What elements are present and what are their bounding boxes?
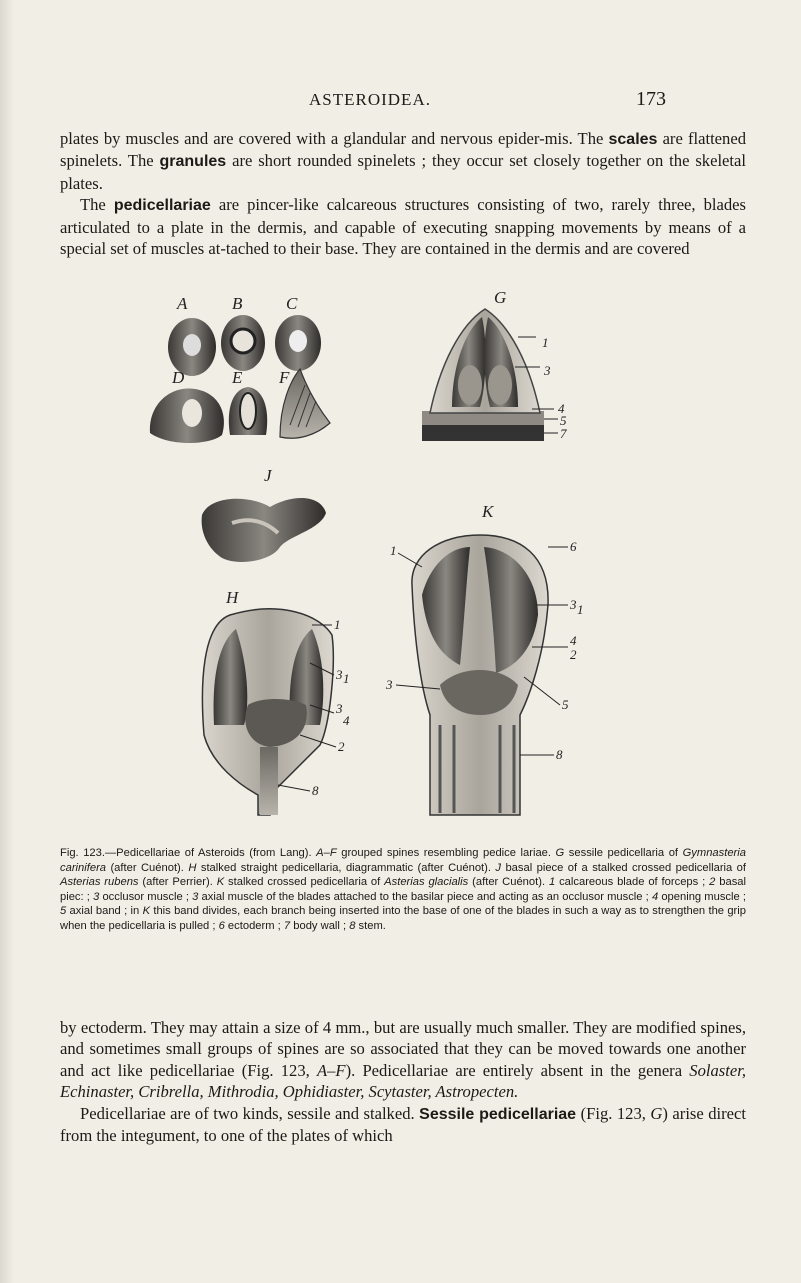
running-head-title: ASTEROIDEA. (309, 90, 431, 109)
spine-A-center (183, 334, 201, 356)
term-pedicellariae: pedicellariae (113, 197, 211, 215)
label-J: J (264, 466, 272, 485)
caption-part: stem. (355, 919, 386, 932)
term-sessile-pedicellariae: Sessile pedicellariae (419, 1105, 577, 1123)
H-num-3a-sub: 1 (343, 671, 350, 686)
para3-text-2: ). Pedicellariae are entirely absent in the genera (345, 1060, 690, 1080)
para3-fig-ref: A–F (317, 1060, 346, 1080)
K-num-2: 2 (570, 647, 577, 662)
figure-caption (60, 846, 746, 934)
caption-part: (after Cuénot). (468, 876, 549, 889)
caption-part: sessile pedicellaria of (564, 847, 683, 859)
label-C: C (286, 294, 298, 313)
term-scales: scales (608, 131, 658, 148)
caption-part: body wall ; (290, 919, 350, 932)
page-edge (0, 0, 14, 1283)
caption-part: 6 (218, 919, 225, 932)
caption-part: 2 (709, 876, 716, 889)
caption-part: axial band ; in (66, 905, 143, 918)
label-H: H (226, 588, 239, 607)
body-text-bottom (60, 1017, 746, 1146)
H-stem (260, 747, 278, 815)
K-num-8: 8 (556, 747, 563, 762)
G-num-3: 3 (544, 363, 551, 378)
K-num-1: 1 (390, 543, 397, 558)
pedicellaria-K (385, 502, 584, 815)
label-G: G (494, 288, 507, 307)
caption-part: (after Perrier). (138, 876, 217, 889)
caption-part: H (188, 861, 197, 874)
G-num-7: 7 (560, 426, 567, 441)
caption-part: 1 (548, 876, 556, 889)
H-num-3b: 3 (336, 701, 343, 716)
caption-part: grouped spines resembling pedice lariae. (336, 847, 556, 859)
caption-part: Gymnasteria carinifera (60, 847, 746, 874)
caption-part: 8 (349, 919, 356, 932)
caption-part: 5 (60, 905, 67, 918)
pedicellaria-G (422, 288, 567, 441)
H-num-3a: 3 (336, 667, 343, 682)
H-num-2: 2 (338, 739, 345, 754)
G-muscle-left (458, 365, 482, 405)
caption-text (60, 846, 746, 934)
figure-illustration (140, 285, 660, 845)
basal-piece-J (202, 466, 326, 562)
running-head (0, 88, 801, 112)
caption-part: 3 (93, 890, 100, 903)
caption-part: —Pedicellariae of Asteroids (from Lang). (104, 847, 317, 859)
caption-part: basal piec: ; (60, 876, 746, 903)
caption-part: stalked crossed pedicellaria of (224, 876, 385, 889)
term-granules: granules (159, 153, 227, 171)
spines-a-f (150, 294, 330, 443)
body-text-top (60, 128, 746, 259)
caption-part: occlusor muscle ; (99, 890, 193, 903)
caption-part: 4 (651, 890, 659, 903)
para1-text-3: are short rounded spinelets ; they occur set closely together on the skeletal plates. (60, 151, 746, 193)
para1-text-2: are flattened spinelets. The (60, 129, 747, 171)
paragraph-1 (60, 128, 746, 194)
caption-part: axial muscle of the blades attached to the basilar piece and acting as an occlusor muscle ; (198, 890, 652, 903)
G-body-wall (422, 425, 544, 441)
para4-fig-ref: G (650, 1103, 663, 1123)
caption-part: stalked straight pedicellaria, diagrammatic (after Cuénot). (196, 861, 496, 874)
caption-fig-number: Fig. 123. (60, 847, 105, 859)
label-K: K (482, 502, 494, 521)
caption-part: 3 (192, 890, 199, 903)
paragraph-2 (60, 194, 746, 259)
caption-part: A–F (316, 847, 337, 859)
pedicellaria-H (202, 588, 350, 815)
label-A: A (177, 294, 188, 313)
para4-text-3: ) arise direct from the integument, to one of the plates of which (60, 1103, 747, 1146)
label-B: B (232, 294, 243, 313)
H-num-4: 4 (343, 713, 350, 728)
spine-D-center (182, 399, 202, 427)
caption-part: ectoderm ; (224, 919, 284, 932)
K-num-6: 6 (570, 539, 577, 554)
spine-C-center (289, 330, 307, 352)
K-num-4: 4 (570, 633, 577, 648)
caption-part: this band divides, each branch being inserted into the base of one of the blades in such a way as to strengthen the grip when the pedicellaria is pulled ; (60, 905, 746, 932)
spine-E-center (240, 393, 256, 429)
H-num-1: 1 (334, 617, 341, 632)
G-num-1: 1 (542, 335, 549, 350)
paragraph-3 (60, 1017, 746, 1103)
spine-B-center (231, 329, 255, 353)
K-num-3a-sub: 1 (577, 602, 584, 617)
caption-part: Asterias glacialis (384, 876, 469, 889)
caption-part: Asterias rubens (60, 876, 139, 889)
caption-part: (after Cuénot). (106, 861, 189, 874)
para3-text-1: by ectoderm. They may attain a size of 4 mm., but are usually much smaller. They are modified spines, and sometimes small groups of spines are so associated that they can be moved towards one another and act like pedicellariae (Fig. 123, (60, 1018, 746, 1080)
K-num-3b: 3 (386, 677, 393, 692)
label-D: D (172, 368, 185, 387)
label-F: F (279, 368, 290, 387)
para3-genera: Solaster, Echinaster, Cribrella, Mithrodia, Ophidiaster, Scytaster, Astropecten. (60, 1060, 746, 1102)
caption-part: G (555, 847, 565, 859)
G-num-4: 4 (558, 401, 565, 416)
caption-part: calcareous blade of forceps ; (555, 876, 710, 889)
J-piece (202, 498, 326, 562)
H-leader-8 (278, 785, 310, 791)
label-E: E (232, 368, 243, 387)
para1-text-1: plates by muscles and are covered with a glandular and nervous epider-mis. The (60, 129, 609, 148)
K-num-5: 5 (562, 697, 569, 712)
K-num-3a: 3 (570, 597, 577, 612)
paragraph-4 (60, 1103, 746, 1147)
caption-part: K (142, 905, 151, 918)
para4-text-1: Pedicellariae are of two kinds, sessile and stalked. (80, 1103, 420, 1123)
G-muscle-right (488, 365, 512, 405)
caption-part: K (216, 876, 225, 889)
caption-part: J (495, 861, 502, 874)
para2-text-2: are pincer-like calcareous structures consisting of two, rarely three, blades articulated to a plate in the dermis, and capable of executing snapping movements by means of a special set of muscles at-tached to their base. They are contained in the dermis and are covered (60, 195, 747, 259)
caption-part: opening muscle ; (658, 890, 746, 903)
para2-text-1: The (80, 195, 114, 215)
G-num-5: 5 (560, 413, 567, 428)
caption-part: 7 (283, 919, 291, 932)
H-num-8: 8 (312, 783, 319, 798)
para4-text-2: (Fig. 123, (576, 1103, 651, 1123)
caption-part: basal piece of a stalked crossed pedicellaria of (501, 861, 747, 874)
page-number: 173 (636, 88, 666, 110)
figure-123 (140, 285, 660, 845)
